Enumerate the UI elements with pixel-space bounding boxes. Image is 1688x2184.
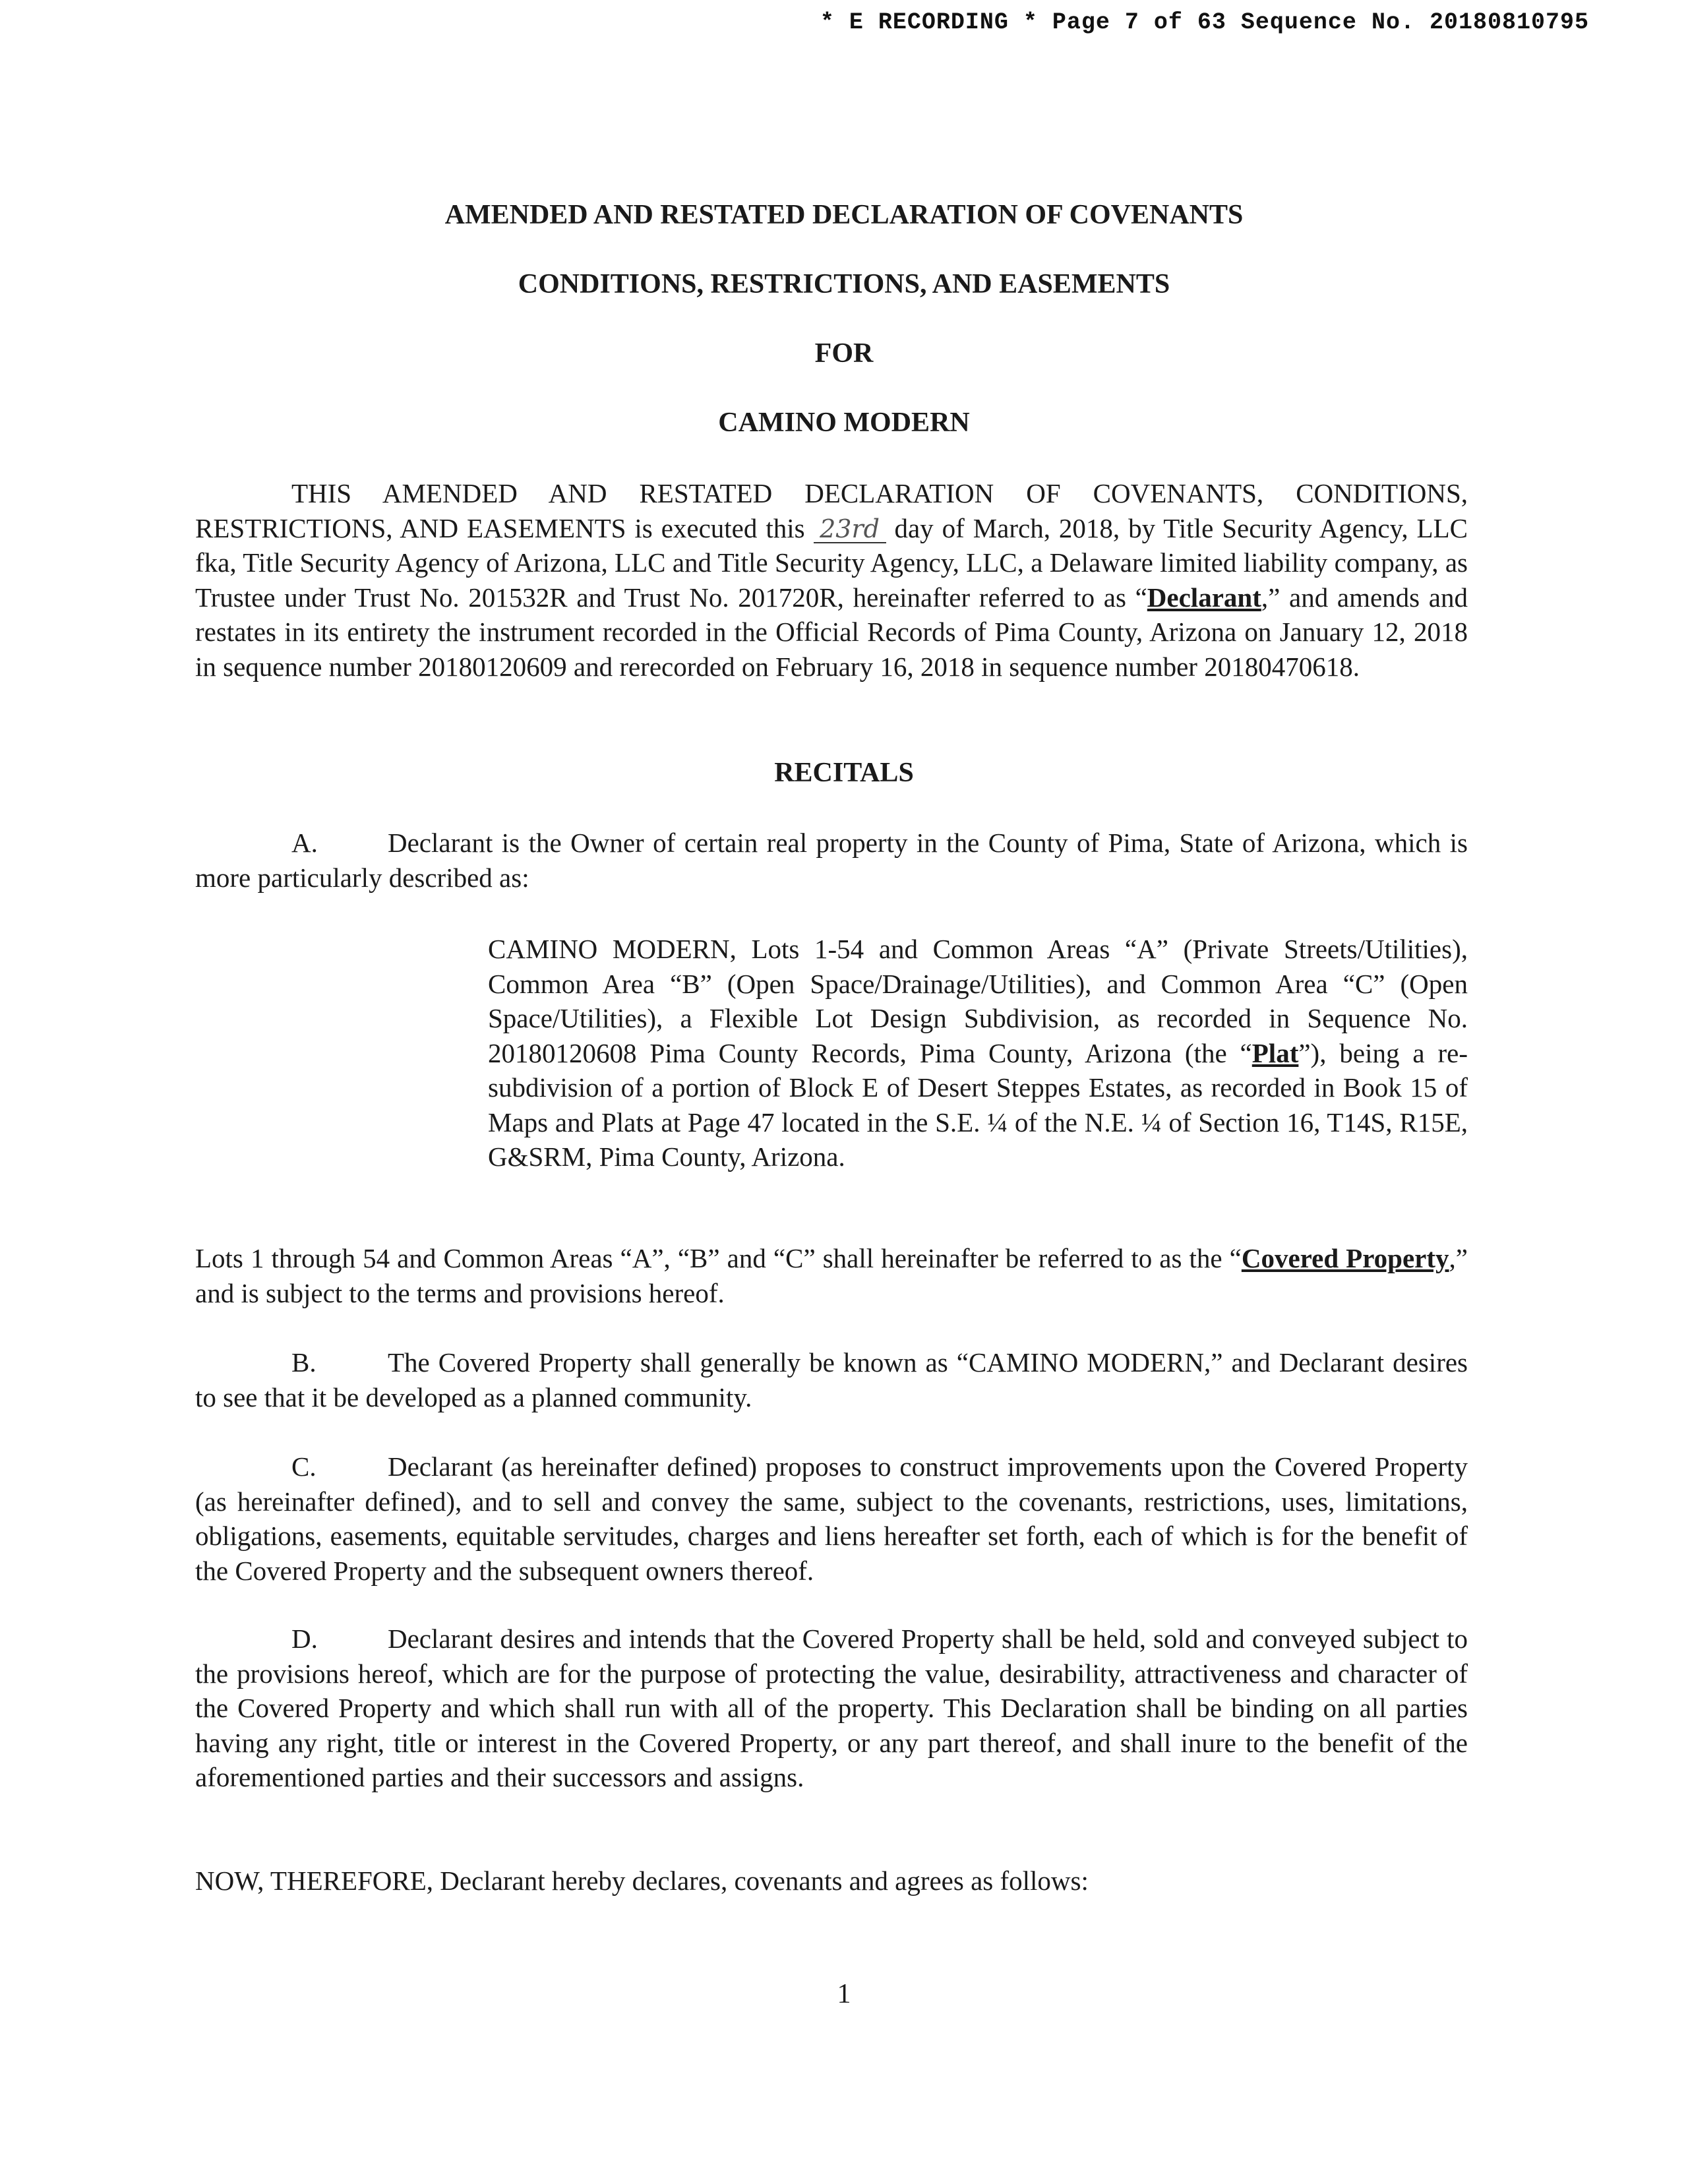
title-line-1: AMENDED AND RESTATED DECLARATION OF COVENANTS — [444, 200, 1244, 230]
recital-d-label: D. — [291, 1623, 318, 1654]
declarant-term: Declarant — [1147, 582, 1261, 613]
covered-property-term: Covered Property — [1241, 1243, 1449, 1273]
covered-property-paragraph — [195, 1241, 1468, 1310]
recital-c-text: Declarant (as hereinafter defined) proposes to construct improvements upon the Covered Property (as hereinafter defined), and to sell and convey the same, subject to the covenants, restrictions, uses, limitations, obligations, easements, equitable servitudes, charges and liens hereafter set forth, each of which is for the benefit of the Covered Property and the subsequent owners thereof. — [195, 1451, 1468, 1586]
legal-description-text-1: CAMINO MODERN, Lots 1-54 and Common Areas “A” (Private Streets/Utilities), Common Area “B” (Open Space/Drainage/Utilities), and Common Area “C” (Open Space/Utilities), a Flexible Lot Design Subdivision, as recorded in Sequence No. 20180120608 Pima County Records, Pima County, Arizona (the “ — [488, 934, 1468, 1068]
recital-b — [195, 1345, 1468, 1414]
recital-d — [195, 1622, 1468, 1795]
legal-description-text-2: ”), being a re-subdivision of a portion of Block E of Desert Steppes Estates, as recorded in Book 15 of Maps and Plats at Page 47 located in the S.E. ¼ of the N.E. ¼ of Section 16, T14S, R15E, G&SRM, Pima County, Arizona. — [488, 1037, 1468, 1172]
recital-a-text: Declarant is the Owner of certain real property in the County of Pima, State of Arizona, which is more particularly described as: — [195, 828, 1468, 893]
covered-property-text-1: Lots 1 through 54 and Common Areas “A”, “B” and “C” shall hereinafter be referred to as the “ — [195, 1243, 1242, 1273]
recital-b-text: The Covered Property shall generally be known as “CAMINO MODERN,” and Declarant desires to see that it be developed as a planned community. — [195, 1347, 1468, 1412]
intro-paragraph — [195, 476, 1468, 684]
recital-b-label: B. — [291, 1347, 316, 1378]
page-number: 1 — [837, 1979, 851, 2009]
intro-text-2: day of March, 2018, by Title Security Agency, LLC fka, Title Security Agency of Arizona, LLC and Title Security Agency, LLC, a Delaware limited liability company, as Trustee under Trust No. 201532R and Trust No. 201720R, hereinafter referred to as “ — [195, 512, 1468, 613]
now-therefore-clause: NOW, THEREFORE, Declarant hereby declares, covenants and agrees as follows: — [195, 1866, 1089, 1896]
handwritten-day: 23rd — [814, 516, 886, 543]
intro-text-3: ,” and amends and restates in its entirety the instrument recorded in the Official Records of Pima County, Arizona on January 12, 2018 in sequence number 20180120609 and rerecorded on February 16, 2018 in sequence number 20180470618. — [195, 582, 1468, 682]
recital-a — [195, 826, 1468, 895]
plat-term: Plat — [1251, 1037, 1299, 1068]
title-line-2: CONDITIONS, RESTRICTIONS, AND EASEMENTS — [518, 269, 1170, 299]
title-line-3: FOR — [814, 338, 874, 369]
document-title-block — [0, 198, 1688, 475]
recital-a-label: A. — [291, 828, 318, 858]
covered-property-text-2: ,” and is subject to the terms and provisions hereof. — [195, 1243, 1468, 1308]
recitals-heading: RECITALS — [774, 758, 914, 788]
title-line-4: CAMINO MODERN — [718, 408, 970, 438]
recital-c — [195, 1449, 1468, 1588]
intro-text-1: THIS AMENDED AND RESTATED DECLARATION OF COVENANTS, CONDITIONS, RESTRICTIONS, AND EASEMENTS is executed this — [195, 478, 1468, 543]
recital-d-text: Declarant desires and intends that the Covered Property shall be held, sold and conveyed subject to the provisions hereof, which are for the purpose of protecting the value, desirability, attractiveness and character of the Covered Property and which shall run with all of the property. This Declaration shall be binding on all parties having any right, title or interest in the Covered Property, or any part thereof, and shall inure to the benefit of the aforementioned parties and their successors and assigns. — [195, 1623, 1468, 1792]
recording-stamp: * E RECORDING * Page 7 of 63 Sequence No. 20180810795 — [820, 9, 1589, 36]
recital-c-label: C. — [291, 1451, 316, 1482]
legal-description — [488, 932, 1468, 1174]
